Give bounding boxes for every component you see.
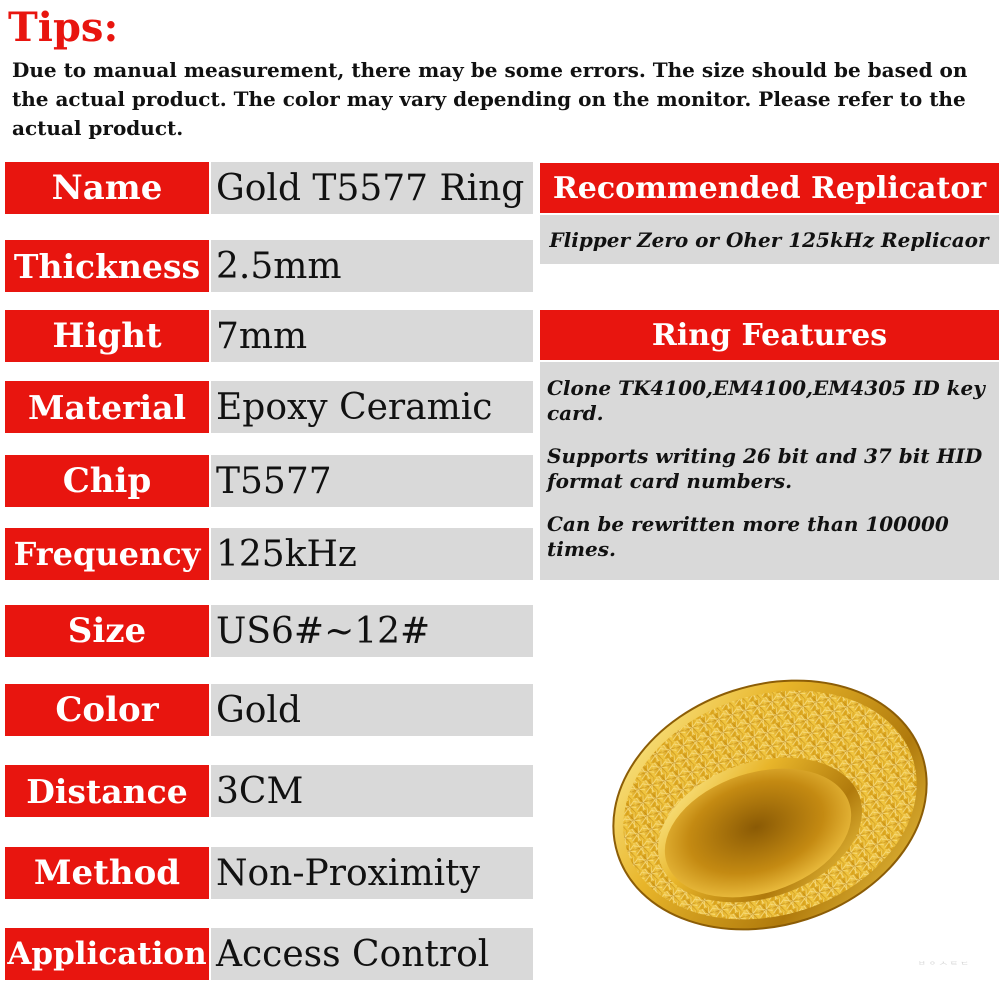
spec-row: [5, 684, 533, 736]
spec-value-material: Epoxy Ceramic: [211, 381, 533, 433]
spec-value-method: Non-Proximity: [211, 847, 533, 899]
spec-row: [5, 240, 533, 292]
spec-label-frequency: Frequency: [5, 528, 209, 580]
replicator-title: Recommended Replicator: [540, 163, 999, 213]
spec-value-hight: 7mm: [211, 310, 533, 362]
spec-row: [5, 310, 533, 362]
spec-value-chip: T5577: [211, 455, 533, 507]
spec-value-size: US6#~12#: [211, 605, 533, 657]
tips-title: Tips:: [8, 4, 119, 51]
spec-row: [5, 605, 533, 657]
spec-label-method: Method: [5, 847, 209, 899]
spec-label-application: Application: [5, 928, 209, 980]
features-title: Ring Features: [540, 310, 999, 360]
spec-label-distance: Distance: [5, 765, 209, 817]
feature-item: Can be rewritten more than 100000 times.: [547, 512, 949, 561]
feature-item: Clone TK4100,EM4100,EM4305 ID key card.: [547, 376, 985, 425]
tips-text: Due to manual measurement, there may be some errors. The size should be based on the actual product. The color may vary depending on the monitor. Please refer to the actual product.: [12, 58, 968, 140]
replicator-body: [540, 215, 999, 264]
spec-row: [5, 381, 533, 433]
spec-value-thickness: 2.5mm: [211, 240, 533, 292]
spec-value-name: Gold T5577 Ring: [211, 162, 533, 214]
spec-row: [5, 162, 533, 214]
spec-label-color: Color: [5, 684, 209, 736]
spec-value-application: Access Control: [211, 928, 533, 980]
replicator-text: Flipper Zero or Oher 125kHz Replicaor: [549, 228, 989, 252]
spec-row: [5, 528, 533, 580]
spec-row: [5, 847, 533, 899]
spec-label-chip: Chip: [5, 455, 209, 507]
spec-value-frequency: 125kHz: [211, 528, 533, 580]
spec-row: [5, 928, 533, 980]
spec-row: [5, 455, 533, 507]
feature-item: Supports writing 26 bit and 37 bit HID format card numbers.: [547, 444, 983, 493]
spec-label-size: Size: [5, 605, 209, 657]
spec-row: [5, 765, 533, 817]
spec-value-color: Gold: [211, 684, 533, 736]
gold-ring-image: [600, 645, 950, 945]
gold-ring-icon: [600, 645, 950, 945]
spec-label-material: Material: [5, 381, 209, 433]
spec-label-thickness: Thickness: [5, 240, 209, 292]
spec-label-name: Name: [5, 162, 209, 214]
features-body: [540, 362, 999, 580]
spec-label-hight: Hight: [5, 310, 209, 362]
watermark: ᄇᄋᄉᄐᄃ: [917, 962, 971, 973]
spec-value-distance: 3CM: [211, 765, 533, 817]
